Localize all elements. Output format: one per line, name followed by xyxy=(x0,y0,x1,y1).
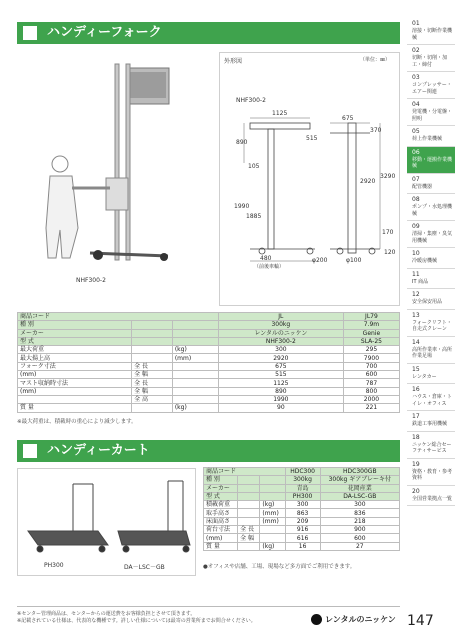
table-cell-v2: 7.9m xyxy=(343,321,399,329)
table-cell-v2: 900 xyxy=(320,526,399,534)
dim-105: 105 xyxy=(248,163,260,170)
fork-table-note: ※最大荷重は、積載時の重心により減少します。 xyxy=(17,419,137,425)
table-row xyxy=(204,534,400,542)
drawing-title: 外形図 xyxy=(224,58,243,65)
table-cell-v2: Genie xyxy=(343,329,399,337)
dim-3290: 3290 xyxy=(380,173,396,180)
table-row xyxy=(18,362,400,370)
category-tabs xyxy=(407,18,455,506)
dim-480: 480 xyxy=(260,255,272,262)
table-cell-v1: 1990 xyxy=(218,395,343,403)
tab-label: ハウス・倉庫・トイレ・オフィス xyxy=(412,394,452,407)
footer-divider xyxy=(17,606,400,607)
table-cell-unit xyxy=(260,476,285,484)
table-cell-v2: 787 xyxy=(343,379,399,387)
table-header-cell: HDC300 xyxy=(285,468,320,476)
dim-120: 120 xyxy=(384,249,396,256)
table-cell-sub xyxy=(238,542,260,550)
table-cell-label: (mm) xyxy=(18,387,132,395)
table-cell-sub: 全 幅 xyxy=(132,371,173,379)
table-cell-v2: 300kg ギアブレーキ付 xyxy=(320,476,399,484)
outline-drawing xyxy=(219,52,400,306)
tab-number: 18 xyxy=(412,433,420,441)
table-cell-unit xyxy=(172,387,218,395)
dim-1990: 1990 xyxy=(234,203,250,210)
table-cell-v2: 221 xyxy=(343,404,399,412)
table-cell-unit xyxy=(260,484,285,492)
nikken-logo: レンタルのニッケン xyxy=(311,612,403,628)
tab-label: 移動・運搬作業機械 xyxy=(412,156,453,169)
table-cell-v2: 600 xyxy=(320,534,399,542)
table-cell-unit: (mm) xyxy=(260,509,285,517)
table-row xyxy=(204,492,400,500)
cart-photo-drawing xyxy=(18,469,197,577)
table-cell-label: 型 式 xyxy=(204,492,238,500)
table-cell-v2: 800 xyxy=(343,387,399,395)
category-tab-05[interactable] xyxy=(407,126,455,147)
table-cell-unit: (kg) xyxy=(172,346,218,354)
table-row xyxy=(18,354,400,362)
table-cell-sub xyxy=(132,354,173,362)
table-cell-unit xyxy=(172,329,218,337)
table-cell-v1: 300kg xyxy=(218,321,343,329)
tab-label: 発電機・分電盤・照明 xyxy=(412,109,453,122)
category-tab-08[interactable] xyxy=(407,194,455,221)
footer-note-1: ※センター管理商品は、センターからの運送費をお客様負担とさせて頂きます。 xyxy=(17,611,196,617)
dim-370: 370 xyxy=(370,127,382,134)
logo-mark-icon xyxy=(311,614,322,625)
tab-number: 10 xyxy=(412,250,420,257)
table-cell-v2: 花岡産業 xyxy=(320,484,399,492)
table-cell-unit xyxy=(260,526,285,534)
tab-label: 配管機器 xyxy=(412,183,433,190)
table-cell-sub: 全 幅 xyxy=(132,387,173,395)
dim-480-note: （前後車輪） xyxy=(254,264,285,270)
table-cell-v1: PH300 xyxy=(285,492,320,500)
tab-label: ニッケン総合セーフティサービス xyxy=(412,441,452,454)
table-cell-sub xyxy=(238,517,260,525)
tab-number: 02 xyxy=(412,47,420,54)
table-cell-v1: 1125 xyxy=(218,379,343,387)
dim-wheel-200: φ200 xyxy=(312,257,328,264)
tab-label: 溶接・切断作業機械 xyxy=(412,28,453,41)
category-tab-13[interactable] xyxy=(407,310,455,337)
tab-number: 07 xyxy=(412,175,420,183)
table-cell-v1: 209 xyxy=(285,517,320,525)
table-row xyxy=(204,542,400,550)
table-cell-v2: 295 xyxy=(343,346,399,354)
table-cell-unit: (mm) xyxy=(260,517,285,525)
table-cell-unit xyxy=(172,321,218,329)
table-cell-label: 床面高さ xyxy=(204,517,238,525)
tab-number: 19 xyxy=(412,460,420,468)
tab-number: 12 xyxy=(412,291,420,298)
page-number: 147 xyxy=(407,613,434,629)
tab-number: 14 xyxy=(412,338,420,346)
dim-890: 890 xyxy=(236,139,248,146)
table-cell-sub: 全 高 xyxy=(132,395,173,403)
table-header-cell: 商品コード xyxy=(18,313,219,321)
tab-label: コンプレッサー・エアー関連 xyxy=(412,82,452,95)
tab-label: 清掃・集塵・臭気用機械 xyxy=(412,231,453,244)
tab-number: 15 xyxy=(412,365,420,373)
tab-number: 11 xyxy=(412,270,420,278)
table-cell-label: メーカー xyxy=(18,329,132,337)
table-cell-v2: 7900 xyxy=(343,354,399,362)
dim-170: 170 xyxy=(382,229,394,236)
table-cell-v2: DA-LSC-GB xyxy=(320,492,399,500)
tab-label: 冷暖房機械 xyxy=(412,258,438,264)
table-cell-sub xyxy=(132,346,173,354)
table-cell-v1: 青島 xyxy=(285,484,320,492)
cart-caption-ph300: PH300 xyxy=(44,562,64,569)
category-tab-11[interactable] xyxy=(407,269,455,290)
table-cell-label: メーカー xyxy=(204,484,238,492)
table-header-cell: JL79 xyxy=(343,313,399,321)
tab-label: 切断・切削・加工・締付 xyxy=(412,55,448,68)
table-cell-label: 種 別 xyxy=(204,476,238,484)
table-row xyxy=(204,509,400,517)
table-cell-v2: 27 xyxy=(320,542,399,550)
table-cell-unit xyxy=(260,492,285,500)
table-cell-v1: NHF300-2 xyxy=(218,337,343,345)
tab-number: 16 xyxy=(412,386,420,393)
tab-number: 13 xyxy=(412,311,420,319)
table-cell-v1: 515 xyxy=(218,371,343,379)
table-row xyxy=(18,387,400,395)
section-marker xyxy=(23,26,37,40)
category-tab-12[interactable] xyxy=(407,289,455,310)
tab-label: 資格・教育・参考資料 xyxy=(412,468,453,481)
dim-1125: 1125 xyxy=(272,110,288,117)
table-cell-label: 積載荷重 xyxy=(204,501,238,509)
table-cell-v1: 863 xyxy=(285,509,320,517)
table-row xyxy=(204,517,400,525)
table-cell-v1: 916 xyxy=(285,526,320,534)
table-cell-label: 型 式 xyxy=(18,337,132,345)
table-cell-v1: 675 xyxy=(218,362,343,370)
table-row xyxy=(18,404,400,412)
category-tab-07[interactable] xyxy=(407,174,455,195)
tab-label: 鉄道工事用機械 xyxy=(412,421,448,427)
dim-1885: 1885 xyxy=(246,213,262,220)
table-cell-label: (mm) xyxy=(204,534,238,542)
category-tab-04[interactable] xyxy=(407,99,455,126)
tab-label: 全国営業拠点一覧 xyxy=(412,495,453,502)
table-cell-v2: 600 xyxy=(343,371,399,379)
category-tab-16[interactable] xyxy=(407,384,455,411)
dim-515: 515 xyxy=(306,135,318,142)
table-row xyxy=(204,501,400,509)
table-row xyxy=(18,395,400,403)
table-cell-unit: (kg) xyxy=(260,501,285,509)
table-row xyxy=(18,337,400,345)
photo-caption: NHF300-2 xyxy=(76,277,106,284)
table-cell-v1: レンタルのニッケン xyxy=(218,329,343,337)
category-tab-17[interactable] xyxy=(407,411,455,432)
tab-label: 高所作業車・高所作業足場 xyxy=(412,346,453,359)
table-cell-unit xyxy=(172,362,218,370)
table-cell-v2: 700 xyxy=(343,362,399,370)
category-tab-19[interactable] xyxy=(407,459,455,486)
table-row xyxy=(204,484,400,492)
dim-wheel-100: φ100 xyxy=(346,257,362,264)
cart-table-note: ●オフィスや店舗、工場、現場など多方面でご利用できます。 xyxy=(203,564,356,570)
table-cell-sub: 全 長 xyxy=(132,362,173,370)
table-cell-sub xyxy=(132,329,173,337)
dim-675: 675 xyxy=(342,115,354,122)
category-tab-02[interactable] xyxy=(407,45,455,72)
table-cell-label xyxy=(18,395,132,403)
table-cell-sub xyxy=(238,476,260,484)
table-row xyxy=(18,379,400,387)
handy-fork-photo xyxy=(30,58,180,268)
tab-number: 17 xyxy=(412,413,420,420)
table-cell-sub xyxy=(238,484,260,492)
dim-2920: 2920 xyxy=(360,178,376,185)
table-cell-v2: 300 xyxy=(320,501,399,509)
drawing-model: NHF300-2 xyxy=(236,97,266,104)
table-cell-sub xyxy=(132,404,173,412)
section-marker xyxy=(23,444,37,458)
category-tab-15[interactable] xyxy=(407,364,455,385)
table-cell-sub: 全 幅 xyxy=(238,534,260,542)
table-cell-v1: 300kg xyxy=(285,476,320,484)
table-header-row xyxy=(18,313,400,321)
table-cell-unit xyxy=(172,371,218,379)
table-cell-v2: 218 xyxy=(320,517,399,525)
category-tab-14[interactable] xyxy=(407,337,455,364)
table-cell-label: 質 量 xyxy=(18,404,132,412)
table-cell-v2: 2000 xyxy=(343,395,399,403)
tab-number: 05 xyxy=(412,128,420,135)
table-cell-sub xyxy=(238,501,260,509)
table-cell-v1: 90 xyxy=(218,404,343,412)
tab-label: 荷上作業機械 xyxy=(412,136,443,142)
table-cell-label: 最大荷重 xyxy=(18,346,132,354)
table-cell-sub xyxy=(238,492,260,500)
table-header-cell: HDC300GB xyxy=(320,468,399,476)
table-row xyxy=(204,526,400,534)
table-cell-unit: (kg) xyxy=(260,542,285,550)
tab-number: 20 xyxy=(412,487,420,495)
tab-label: ポンプ・水処理機械 xyxy=(412,204,453,217)
tab-number: 03 xyxy=(412,74,420,81)
table-cell-v1: 16 xyxy=(285,542,320,550)
tab-number: 04 xyxy=(412,101,420,108)
table-cell-sub: 全 長 xyxy=(132,379,173,387)
footer-note-2: ※記載されている仕様は、代表的な機種です。詳しい仕様については最寄の営業所までお問合せください。 xyxy=(17,618,256,624)
table-row xyxy=(18,321,400,329)
table-cell-label: 最大揚上高 xyxy=(18,354,132,362)
table-cell-label: (mm) xyxy=(18,371,132,379)
table-cell-v2: 836 xyxy=(320,509,399,517)
table-row xyxy=(18,371,400,379)
table-cell-label: 種 別 xyxy=(18,321,132,329)
drawing-unit: （単位：㎜） xyxy=(360,57,391,63)
tab-number: 09 xyxy=(412,223,420,230)
category-tab-03[interactable] xyxy=(407,72,455,99)
table-cell-v1: 2920 xyxy=(218,354,343,362)
table-cell-sub xyxy=(238,509,260,517)
table-row xyxy=(204,476,400,484)
table-cell-v1: 300 xyxy=(285,501,320,509)
table-cell-label: マスト収納時寸法 xyxy=(18,379,132,387)
table-cell-label: フォーク寸法 xyxy=(18,362,132,370)
table-header-row xyxy=(204,468,400,476)
table-cell-v1: 890 xyxy=(218,387,343,395)
table-cell-unit: (kg) xyxy=(172,404,218,412)
tab-number: 01 xyxy=(412,20,420,27)
cart-photos xyxy=(17,468,196,576)
table-cell-v1: 300 xyxy=(218,346,343,354)
table-cell-unit xyxy=(172,395,218,403)
section-title-handy-fork: ハンディーフォーク xyxy=(17,22,400,44)
table-header-cell: JL xyxy=(218,313,343,321)
table-cell-unit xyxy=(260,534,285,542)
table-row xyxy=(18,346,400,354)
tab-label: 安全保安用品 xyxy=(412,299,443,305)
category-tab-06[interactable] xyxy=(407,147,455,174)
tab-label: レンタカー xyxy=(412,373,437,380)
table-row xyxy=(18,329,400,337)
cart-caption-da-lsc-gb: DA－LSC－GB xyxy=(124,564,165,571)
table-cell-sub: 全 長 xyxy=(238,526,260,534)
tab-label: フォークリフト・自走式クレーン xyxy=(412,319,452,332)
category-tab-18[interactable] xyxy=(407,432,455,459)
fork-spec-table xyxy=(17,312,400,413)
table-cell-sub xyxy=(132,321,173,329)
category-tab-10[interactable] xyxy=(407,248,455,269)
table-cell-sub xyxy=(132,337,173,345)
table-cell-label: 取手高さ xyxy=(204,509,238,517)
category-tab-20[interactable] xyxy=(407,486,455,507)
table-cell-v2: SLA-25 xyxy=(343,337,399,345)
category-tab-09[interactable] xyxy=(407,221,455,248)
category-tab-01[interactable] xyxy=(407,18,455,45)
cart-spec-table xyxy=(203,467,400,551)
table-cell-label: 質 量 xyxy=(204,542,238,550)
tab-number: 08 xyxy=(412,196,420,203)
table-cell-v1: 616 xyxy=(285,534,320,542)
table-cell-label: 荷台寸法 xyxy=(204,526,238,534)
section-title-handy-cart: ハンディーカート xyxy=(17,440,400,462)
table-header-cell: 商品コード xyxy=(204,468,286,476)
tab-number: 06 xyxy=(412,148,420,156)
table-cell-unit xyxy=(172,379,218,387)
table-cell-unit xyxy=(172,337,218,345)
tab-label: IT 商品 xyxy=(412,278,429,285)
table-cell-unit: (mm) xyxy=(172,354,218,362)
